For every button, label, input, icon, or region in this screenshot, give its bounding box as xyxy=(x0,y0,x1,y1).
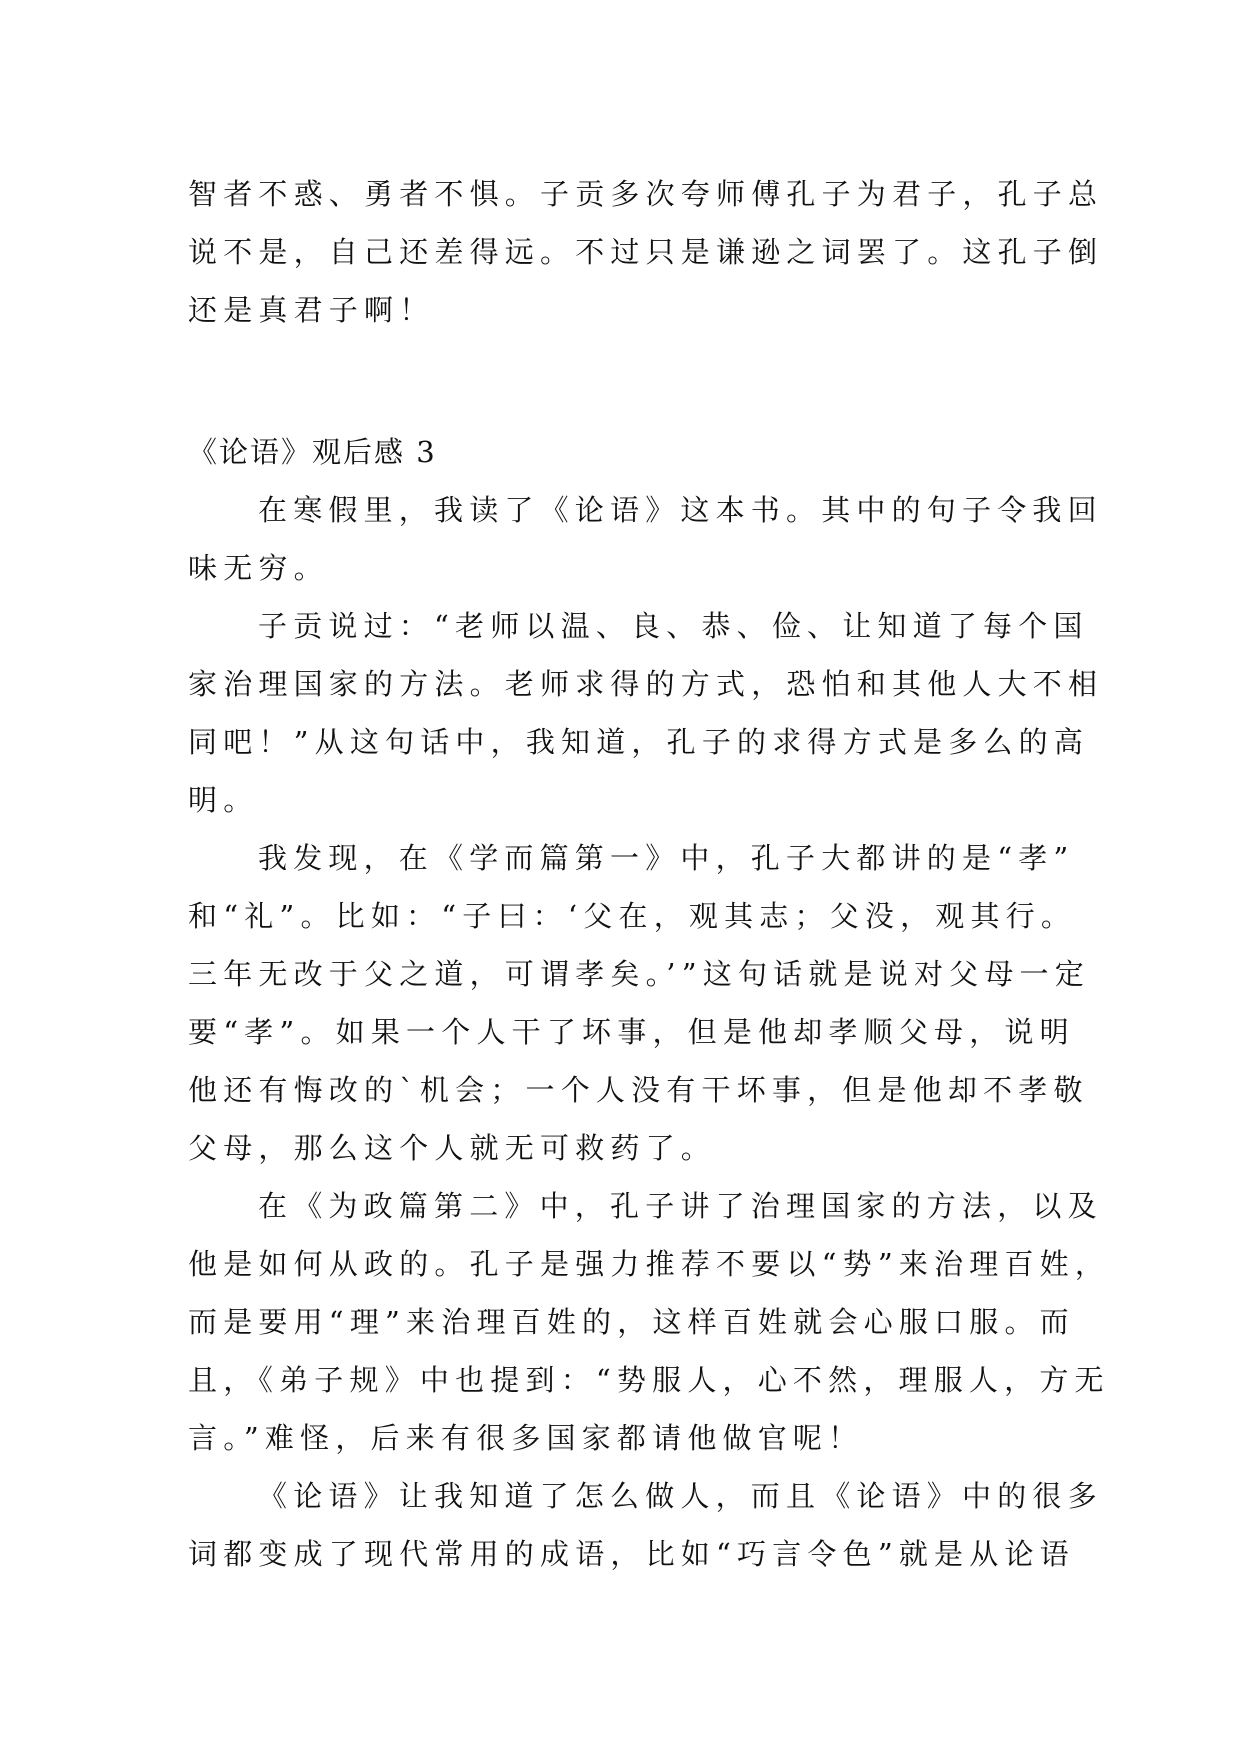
paragraph-4 xyxy=(188,1177,1111,1467)
text-line: 三年无改于父之道，可谓孝矣。’”这句话就是说对父母一定 xyxy=(188,957,1090,991)
text-line: 《论语》让我知道了怎么做人，而且《论语》中的很多 xyxy=(258,1479,1103,1513)
text-line: 而是要用“理”来治理百姓的，这样百姓就会心服口服。而 xyxy=(188,1305,1075,1339)
text-line: 同吧！”从这句话中，我知道，孔子的求得方式是多么的高 xyxy=(188,725,1090,759)
text-line: 我发现，在《学而篇第一》中，孔子大都讲的是“孝” xyxy=(258,841,1075,875)
section-gap xyxy=(188,339,1058,423)
paragraph-5 xyxy=(188,1467,1103,1583)
text-line: 子贡说过：“老师以温、良、恭、俭、让知道了每个国 xyxy=(258,609,1089,643)
text-line: 且，《弟子规》中也提到：“势服人，心不然，理服人，方无 xyxy=(188,1363,1110,1397)
document-page xyxy=(188,165,1111,1583)
text-line: 明。 xyxy=(188,783,259,817)
text-line: 还是真君子啊！ xyxy=(188,293,435,327)
text-line: 父母，那么这个人就无可救药了。 xyxy=(188,1131,717,1165)
paragraph-1 xyxy=(188,481,1103,597)
section-title: 《论语》观后感 3 xyxy=(188,435,437,469)
text-line: 在《为政篇第二》中，孔子讲了治理国家的方法，以及 xyxy=(258,1189,1103,1223)
top-paragraph xyxy=(188,165,1104,339)
text-line: 言。”难怪，后来有很多国家都请他做官呢！ xyxy=(188,1421,864,1455)
text-line: 家治理国家的方法。老师求得的方式，恐怕和其他人大不相 xyxy=(188,667,1104,701)
text-line: 智者不惑、勇者不惧。子贡多次夸师傅孔子为君子，孔子总 xyxy=(188,177,1104,211)
text-line: 说不是，自己还差得远。不过只是谦逊之词罢了。这孔子倒 xyxy=(188,235,1104,269)
text-line: 他还有悔改的`机会；一个人没有干坏事，但是他却不孝敬 xyxy=(188,1073,1089,1107)
paragraph-2 xyxy=(188,597,1104,829)
text-line: 他是如何从政的。孔子是强力推荐不要以“势”来治理百姓， xyxy=(188,1247,1111,1281)
text-line: 词都变成了现代常用的成语，比如“巧言令色”就是从论语 xyxy=(188,1537,1075,1571)
paragraph-3 xyxy=(188,829,1090,1177)
text-line: 要“孝”。如果一个人干了坏事，但是他却孝顺父母，说明 xyxy=(188,1015,1075,1049)
text-line: 味无穷。 xyxy=(188,551,329,585)
text-line: 和“礼”。比如：“子曰：‘父在，观其志；父没，观其行。 xyxy=(188,899,1077,933)
text-line: 在寒假里，我读了《论语》这本书。其中的句子令我回 xyxy=(258,493,1103,527)
